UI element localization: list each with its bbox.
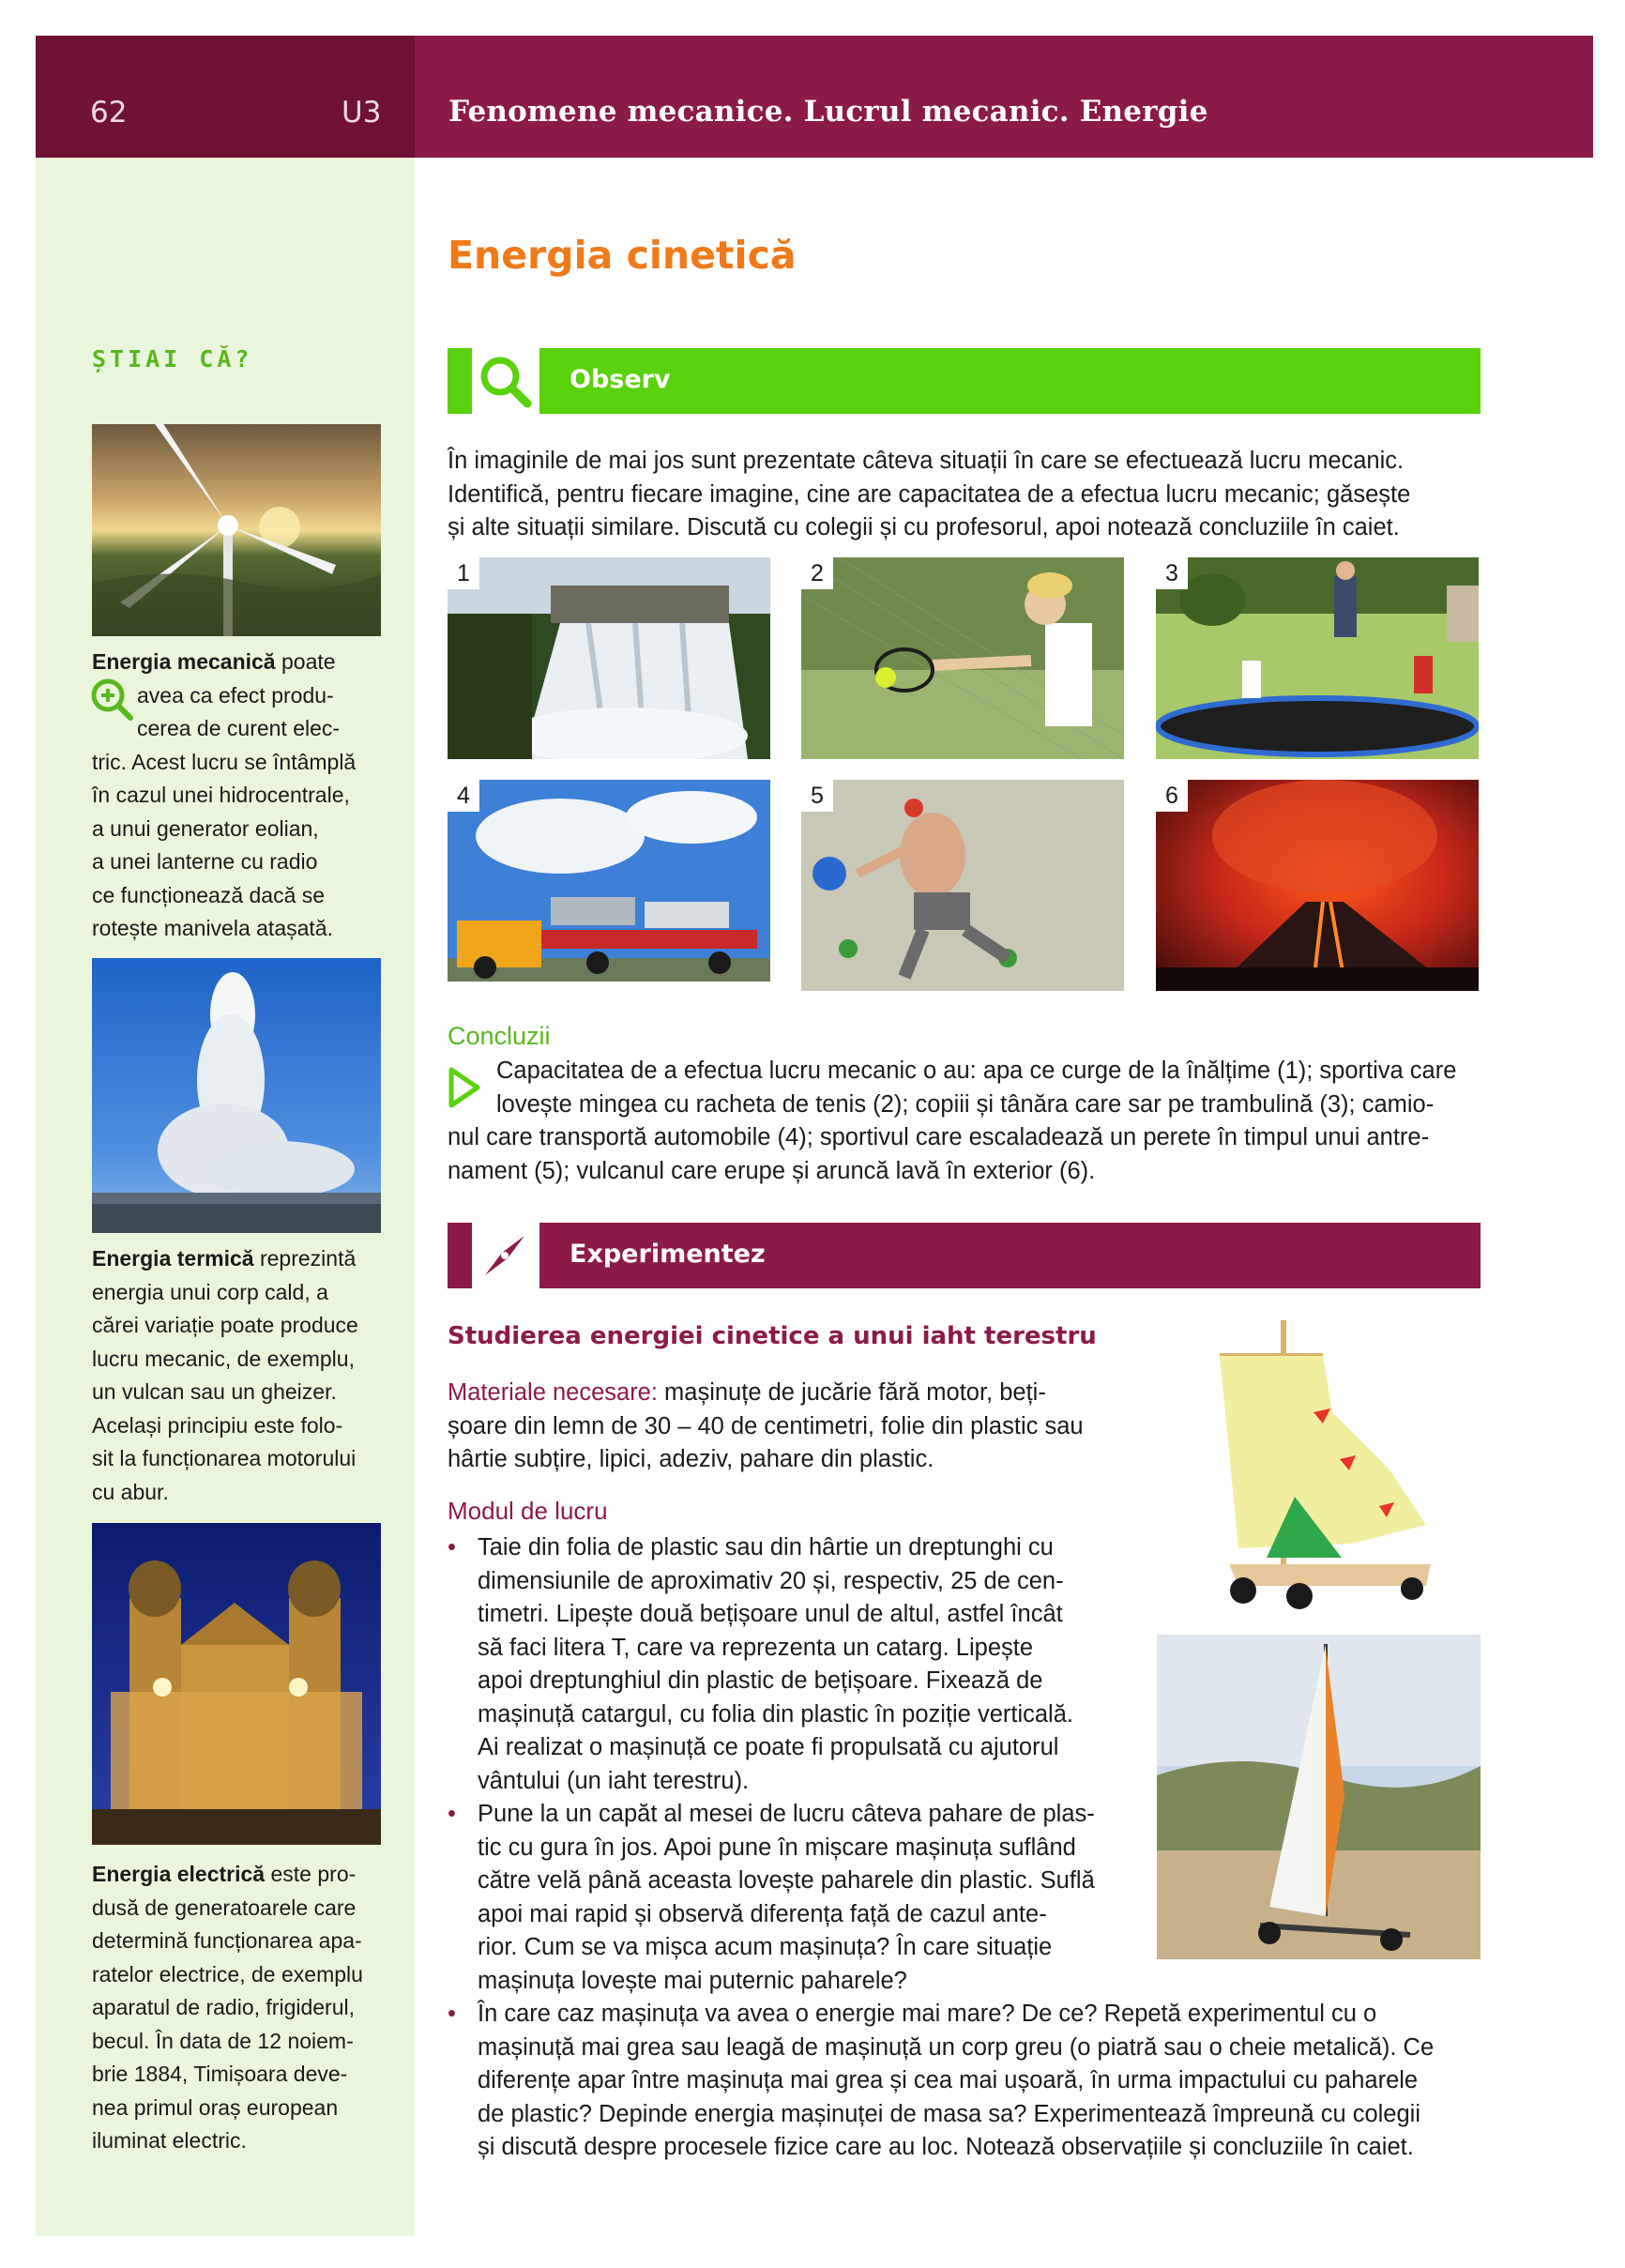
photo-number: 1: [448, 557, 479, 589]
sidebar-text-electrical: Energia electrică este pro- dusă de generatoarele care determină funcționarea apa- ratelor electrice, de exemplu aparatul de radio, frigiderul, becul. În data de 12 noiem- brie 1884, Timișoara deve- nea primul oraș european iluminat electric.: [92, 1862, 363, 2153]
page-title: Energia cinetică: [448, 233, 797, 278]
list-item: • În care caz mașinuța va avea o energie mai mare? De ce? Repetă experimentul cu o mașinuță mai grea sau leagă de mașinuță un corp greu (o piatră sau o cheie metalică). Ce diferențe apar între mașinuța mai grea și cea mai ușoară, în urma impactului cu paharele de plastic? Depinde energia mașinuței de masa sa? Experimentează împreună cu colegii și discută despre procesele fizice care au loc. Notează observațiile și concluziile în caiet.: [448, 1998, 1481, 2167]
cathedral-photo: [92, 1523, 381, 1845]
unit-label: U3: [342, 96, 382, 129]
observ-text: În imaginile de mai jos sunt prezentate câteva situații în care se efectuează lucru mecanic. Identifică, pentru fiecare imagine, cine are capacitatea de a efectua lucru mecanic; găsește și alte situații similare. Discută cu colegii și cu profesorul, apoi notează concluziile în caiet.: [448, 448, 1411, 540]
method-title: Modul de lucru: [448, 1497, 608, 1525]
photo-number: 4: [448, 780, 479, 812]
photo-number: 6: [1156, 780, 1188, 812]
magnifier-icon: [476, 352, 534, 410]
observ-label: Observ: [570, 365, 671, 394]
photo-trampoline: [1156, 557, 1479, 759]
page-number: 62: [90, 96, 128, 129]
photo-number: 3: [1156, 557, 1188, 589]
photo-car-transporter: [448, 780, 770, 982]
photo-number: 2: [801, 557, 833, 589]
land-yacht-photo: [1157, 1635, 1481, 1959]
list-item: • Taie din folia de plastic sau din hârtie un dreptunghi cu dimensiunile de aproximativ 20 și, respectiv, 25 de cen- timetri. Lipește două bețișoare unul de altul, astfel încât să faci litera T, care va reprezenta un catarg. Lipește apoi dreptunghiul din plastic de bețișoare. Fixează de mașinuță catargul, cu folia din plastic în poziție verticală. Ai realizat o mașinuță ce poate fi propulsată cu ajutorul vântului (un iaht terestru).: [448, 1531, 1132, 1804]
wind-turbine-photo: [92, 424, 381, 636]
bullet-dot: •: [448, 1534, 456, 1560]
experimentez-section-bar: [448, 1223, 1481, 1288]
experiment-title: Studierea energiei cinetice a unui iaht terestru: [448, 1322, 1097, 1350]
toy-land-yacht-illustration: [1201, 1318, 1445, 1611]
photo-tennis: [801, 557, 1124, 759]
sidebar-text-thermal: Energia termică reprezintă energia unui corp cald, a cărei variație poate produce lucru mecanic, de exemplu, un vulcan sau un gheizer. Același principiu este folo- sit la funcționarea motorului cu abur.: [92, 1246, 358, 1504]
photo-number: 5: [801, 780, 833, 812]
list-item: • Pune la un capăt al mesei de lucru câteva pahare de plas- tic cu gura în jos. Apoi pune în mișcare mașinuța suflând către velă până aceasta lovește paharele din plastic. Suflă apoi mai rapid și observă diferența față de cazul ante- rior. Cum se va mișca acum mașinuța? În care situație mașinuța lovește mai puternic paharele?: [448, 1798, 1132, 2000]
materials-text: Materiale necesare: mașinuțe de jucărie fără motor, beți- șoare din lemn de 30 – 40 de centimetri, folie din plastic sau hârtie subțire, lipici, adeziv, pahare din plastic.: [448, 1379, 1084, 1472]
chapter-title: Fenomene mecanice. Lucrul mecanic. Energie: [448, 95, 1208, 129]
geyser-photo: [92, 958, 381, 1233]
conclusions-text: Capacitatea de a efectua lucru mecanic o au: apa ce curge de la înălțime (1); sportiva care lovește mingea cu racheta de tenis (2); copiii și tânăra care sar pe trambulină (3); camio- nul care transportă automobile (4); sportivul care escaladează un perete în timpul unui antre- nament (5); vulcanul care erupe și aruncă lavă în exterior (6).: [448, 1058, 1457, 1184]
conclusions-title: Concluzii: [448, 1022, 551, 1050]
compass-icon: [476, 1226, 534, 1285]
sidebar-text-mechanical: Energia mecanică poate avea ca efect produ- cerea de curent elec- tric. Acest lucru se întâmplă în cazul unei hidrocentrale, a unui generator eolian, a unei lanterne cu radio ce funcționează dacă se rotește manivela atașată.: [92, 649, 357, 940]
magnifier-plus-icon: [90, 677, 133, 721]
photo-volcano: [1156, 780, 1479, 991]
photo-climbing: [801, 780, 1124, 991]
observ-section-bar: [448, 348, 1481, 414]
bullet-dot: •: [448, 1801, 456, 1827]
bullet-dot: •: [448, 2001, 456, 2027]
experimentez-label: Experimentez: [570, 1240, 766, 1269]
photo-waterfall: [448, 557, 770, 759]
sidebar-heading: ȘTIAI CĂ?: [92, 345, 253, 373]
